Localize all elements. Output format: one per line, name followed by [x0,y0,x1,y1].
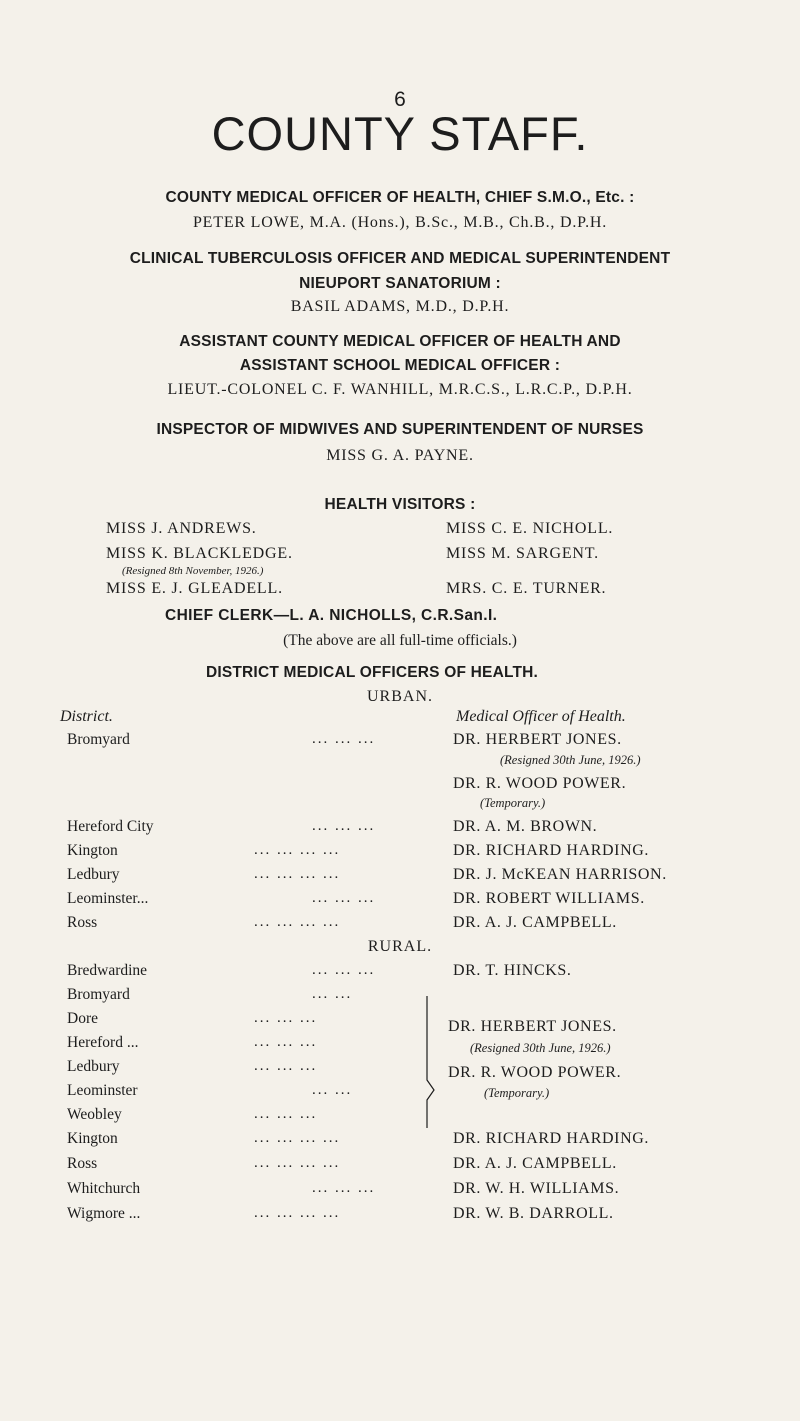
dot-leader: ... ... ... [312,1180,376,1196]
dot-leader: ... ... ... [312,890,376,906]
dot-leader: ... ... ... ... [254,1205,341,1221]
dot-leader: ... ... ... ... [254,1155,341,1171]
health-visitor-right-3: MRS. C. E. TURNER. [446,580,607,597]
clinical-heading-1: CLINICAL TUBERCULOSIS OFFICER AND MEDICAL SUPERINTENDENT [129,250,671,267]
dot-leader: ... ... ... [254,1058,318,1074]
clinical-name: BASIL ADAMS, M.D., D.P.H. [290,298,510,315]
inspector-heading: INSPECTOR OF MIDWIVES AND SUPERINTENDENT OF NURSES [156,421,644,438]
rural-district: Whitchurch [67,1180,141,1197]
dot-leader: ... ... [312,986,353,1002]
health-visitors-heading: HEALTH VISITORS : [324,496,476,513]
rural-district: Ross [67,1155,98,1172]
rural-district: Hereford ... [67,1034,139,1051]
dot-leader: ... ... ... [254,1106,318,1122]
rural-officer-note: (Temporary.) [484,1086,550,1100]
urban-officer: DR. ROBERT WILLIAMS. [453,890,645,907]
urban-officer: DR. HERBERT JONES. [453,731,622,748]
health-visitor-left-2: MISS K. BLACKLEDGE. [106,545,293,562]
rural-district: Ledbury [67,1058,120,1075]
health-visitor-left-3: MISS E. J. GLEADELL. [106,580,283,597]
chief-clerk-text: CHIEF CLERK—L. A. NICHOLLS, C.R.San.I. [165,607,498,624]
health-visitor-left-note: (Resigned 8th November, 1926.) [122,565,264,577]
rural-district: Wigmore ... [67,1205,141,1222]
urban-district: Ross [67,914,98,931]
urban-officer-note: (Temporary.) [480,796,546,810]
rural-district: Dore [67,1010,98,1027]
rural-district: Kington [67,1130,118,1147]
rural-district: Leominster [67,1082,138,1099]
rural-officer: DR. R. WOOD POWER. [448,1064,622,1081]
page-number: 6 [394,88,406,111]
urban-district: Leominster... [67,890,149,907]
dot-leader: ... ... [312,1082,353,1098]
inspector-name: MISS G. A. PAYNE. [326,447,474,464]
dot-leader: ... ... ... [312,818,376,834]
rural-district: Bredwardine [67,962,148,979]
clinical-heading-2: NIEUPORT SANATORIUM : [299,275,501,292]
dot-leader: ... ... ... ... [254,1130,341,1146]
health-visitor-right-2: MISS M. SARGENT. [446,545,599,562]
urban-district: Kington [67,842,118,859]
rural-officer-note: (Resigned 30th June, 1926.) [470,1041,611,1055]
urban-label: URBAN. [366,688,433,705]
rural-officer: DR. A. J. CAMPBELL. [453,1155,617,1172]
urban-district: Ledbury [67,866,120,883]
urban-district: Hereford City [67,818,154,835]
cmo-heading: COUNTY MEDICAL OFFICER OF HEALTH, CHIEF S.M.O., Etc. : [165,189,635,206]
rural-officer: DR. W. B. DARROLL. [453,1205,614,1222]
dot-leader: ... ... ... ... [254,866,341,882]
urban-officer: DR. RICHARD HARDING. [453,842,650,859]
urban-district: Bromyard [67,731,130,748]
col-district: District. [60,708,113,725]
dot-leader: ... ... ... [312,962,376,978]
page-title: COUNTY STAFF. [211,107,589,160]
full-time-note: (The above are all full-time officials.) [283,632,517,649]
rural-officer: DR. HERBERT JONES. [448,1018,617,1035]
dot-leader: ... ... ... [254,1034,318,1050]
assistant-name: LIEUT.-COLONEL C. F. WANHILL, M.R.C.S., L.R.C.P., D.P.H. [167,381,633,398]
rural-district: Bromyard [67,986,130,1003]
rural-officer: DR. W. H. WILLIAMS. [453,1180,620,1197]
col-officer: Medical Officer of Health. [456,708,626,725]
urban-officer: DR. A. M. BROWN. [453,818,598,835]
rural-officer: DR. T. HINCKS. [453,962,572,979]
assistant-heading-2: ASSISTANT SCHOOL MEDICAL OFFICER : [239,357,561,374]
urban-officer-note: (Resigned 30th June, 1926.) [500,753,641,767]
dot-leader: ... ... ... ... [254,842,341,858]
rural-label: RURAL. [367,938,433,955]
cmo-name: PETER LOWE, M.A. (Hons.), B.Sc., M.B., Ch.B., D.P.H. [192,214,608,231]
health-visitor-left-1: MISS J. ANDREWS. [106,520,257,537]
dot-leader: ... ... ... [312,731,376,747]
rural-district: Weobley [67,1106,122,1123]
assistant-heading-1: ASSISTANT COUNTY MEDICAL OFFICER OF HEALTH AND [179,333,621,350]
urban-officer: DR. R. WOOD POWER. [453,775,627,792]
chief-clerk [165,607,497,625]
health-visitor-right-1: MISS C. E. NICHOLL. [446,520,614,537]
dot-leader: ... ... ... ... [254,914,341,930]
urban-officer: DR. A. J. CAMPBELL. [453,914,617,931]
dot-leader: ... ... ... [254,1010,318,1026]
rural-officer: DR. RICHARD HARDING. [453,1130,650,1147]
urban-officer: DR. J. McKEAN HARRISON. [453,866,667,883]
dmo-heading: DISTRICT MEDICAL OFFICERS OF HEALTH. [205,664,539,681]
